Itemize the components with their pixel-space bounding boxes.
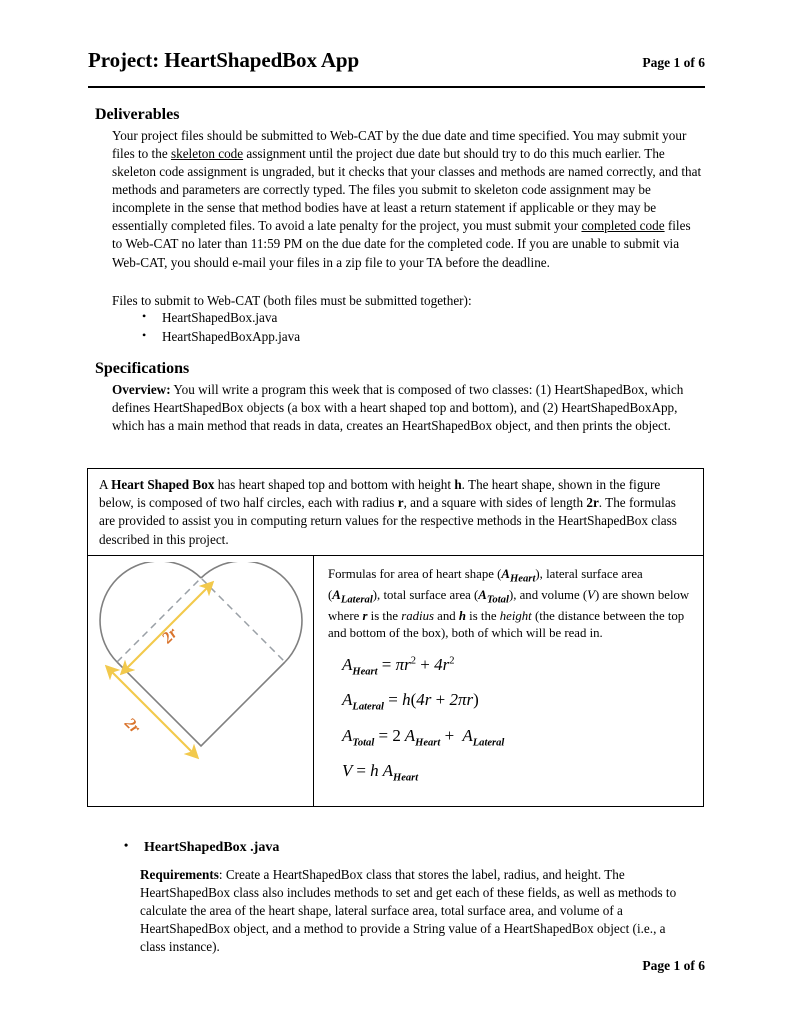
formulas-cell (314, 556, 703, 806)
desc-t1: A (99, 477, 112, 492)
formula-1-rhs: h(4r + 2πr) (402, 690, 479, 710)
list-item: • HeartShapedBox .java (118, 838, 578, 858)
fi-t4: ), and volume ( (508, 587, 588, 602)
square-upper-sides-dashed (117, 578, 285, 662)
heart-shape-description-cell (88, 469, 703, 556)
dimension-label-upper: 2r (158, 624, 181, 647)
fi-t7: and (433, 608, 459, 623)
class-file-list (118, 838, 578, 858)
fi-radius: radius (401, 608, 434, 623)
fi-s1: A (501, 566, 510, 581)
requirements-text: : Create a HeartShapedBox class that stores the label, radius, and height. The HeartShapedBox class also includes methods to set and get each of these fields, as well as methods to calculate the area of the heart shape, lateral surface area, total surface area, and volume of a HeartShapedBox object, and a method to provide a String value of a HeartShapedBox object (i.e., a class instance). (140, 867, 677, 955)
dimension-label-lower: 2r (120, 714, 143, 737)
fi-r: r (362, 608, 368, 623)
fi-sub2: Lateral (340, 594, 373, 606)
overview-paragraph (112, 381, 704, 435)
deliverables-heading: Deliverables (95, 106, 180, 123)
fi-s2: A (332, 587, 341, 602)
fi-t1: Formulas for area of heart shape ( (328, 566, 502, 581)
fi-t5: ) are shown below where (328, 587, 690, 623)
overview-label: Overview: (112, 382, 171, 397)
deliverable-files-list (136, 309, 556, 346)
formula-1-sub: Lateral (352, 701, 384, 713)
formula-volume: V = h $A_{Heart}$ (342, 761, 419, 784)
list-item: • HeartShapedBox.java (136, 309, 556, 328)
fi-s3: A (478, 587, 487, 602)
formula-2-rhs: 2 $A_{Heart} + A_{Lateral}$ (392, 725, 505, 748)
square-lower-sides (117, 662, 285, 746)
formula-area-lateral: $A_{Lateral} = h(4r + 2\pi r)$ (342, 690, 479, 713)
formula-3-rhs: h $A_{Heart}$ (370, 761, 419, 784)
desc-b1: Heart Shaped Box (111, 477, 215, 492)
deliverables-text-1: Your project files should be submitted to Web-CAT by the due date and time specified. You may submit your files to the (112, 128, 687, 162)
requirements-label: Requirements (140, 867, 219, 882)
fi-t8: is the (465, 608, 500, 623)
fi-sub3: Total (486, 594, 509, 606)
heart-shape-description (99, 476, 692, 549)
dimension-arrow-lower (110, 670, 194, 754)
completed-code-link[interactable]: completed code (581, 218, 665, 234)
formula-0-sub: Heart (352, 666, 378, 678)
specifications-heading: Specifications (95, 360, 190, 377)
desc-t4: , and a square with sides of length (403, 495, 587, 511)
formula-2-lhs: A (342, 725, 353, 745)
header-page-indicator: Page 1 of 6 (642, 55, 705, 70)
formulas-intro (328, 566, 691, 643)
fi-s4: V (587, 587, 595, 602)
deliverables-paragraph (112, 127, 704, 272)
formula-0-lhs: A (342, 654, 353, 674)
heart-shape-figure-table (87, 468, 704, 807)
heart-diagram-cell (88, 556, 314, 806)
fi-height: height (499, 608, 532, 623)
desc-t3: . The heart shape, shown in the figure below, is composed of two half circles, each with radius (99, 477, 661, 511)
right-half-circle (201, 562, 302, 662)
fi-t3: ), total surface area ( (372, 587, 479, 602)
list-item: • HeartShapedBoxApp.java (136, 328, 556, 347)
fi-t2: ), lateral surface area ( (328, 566, 643, 602)
fi-sub1: Heart (509, 573, 536, 585)
desc-t5: . The formulas are provided to assist you in computing return values for the respective methods in the HeartShapedBox class described in this project. (99, 495, 677, 547)
desc-b2: h (454, 477, 462, 492)
skeleton-code-link[interactable]: skeleton code (170, 146, 244, 162)
deliverables-text-3: files to Web-CAT no later than 11:59 PM on the due date for the completed code. If you are unable to submit via Web-CAT, you should e-mail your files in a zip file to your TA before the deadline. (112, 218, 691, 270)
desc-t2: has heart shaped top and bottom with height (214, 477, 455, 492)
footer-page-indicator: Page 1 of 6 (642, 958, 705, 973)
deliverables-text-2: assignment until the project due date but should try to do this much earlier. The skeleton code assignment is ungraded, but it checks that your classes and methods are named correctly, and that methods and parameters are correctly typed. The files you submit to skeleton code assignment may be incomplete in the sense that method bodies have at least a return statement if applicable or they may be essentially completed files. To avoid a late penalty for the project, you must submit your (112, 146, 702, 234)
document-header (88, 48, 705, 73)
formula-1-lhs: A (342, 690, 353, 710)
formula-0-rhs: $\pi r^2 + 4r^2$ (395, 654, 455, 674)
desc-b4: 2r (586, 495, 599, 511)
fi-t6: is the (367, 608, 402, 623)
formula-area-heart: $A_{Heart} = \pi r^2 + 4r^2$ (342, 654, 455, 678)
page-title: Project: HeartShapedBox App (88, 48, 360, 72)
left-half-circle (100, 562, 201, 662)
desc-b3: r (397, 495, 404, 511)
figure-and-formulas-row (88, 556, 703, 806)
formula-3-lhs: V (342, 761, 353, 781)
overview-text: You will write a program this week that is composed of two classes: (1) HeartShapedBox, which defines HeartShapedBox objects (a box with a heart shaped top and bottom), and (2) HeartShapedBoxApp, which has a main method that reads in data, creates an HeartShapedBox object, and then prints the object. (112, 382, 684, 434)
header-divider (88, 86, 705, 88)
requirements-paragraph (140, 866, 688, 956)
files-to-submit-intro: Files to submit to Web-CAT (both files must be submitted together): (112, 293, 472, 308)
fi-t9: (the distance between the top and bottom of the box), both of which will be read in. (328, 608, 685, 641)
formula-2-sub: Total (352, 736, 375, 748)
fi-h: h (458, 608, 466, 623)
formula-area-total: $A_{Total} = 2$ $A_{Heart} + A_{Lateral}$ (342, 725, 505, 748)
heart-shape-diagram (94, 562, 308, 802)
